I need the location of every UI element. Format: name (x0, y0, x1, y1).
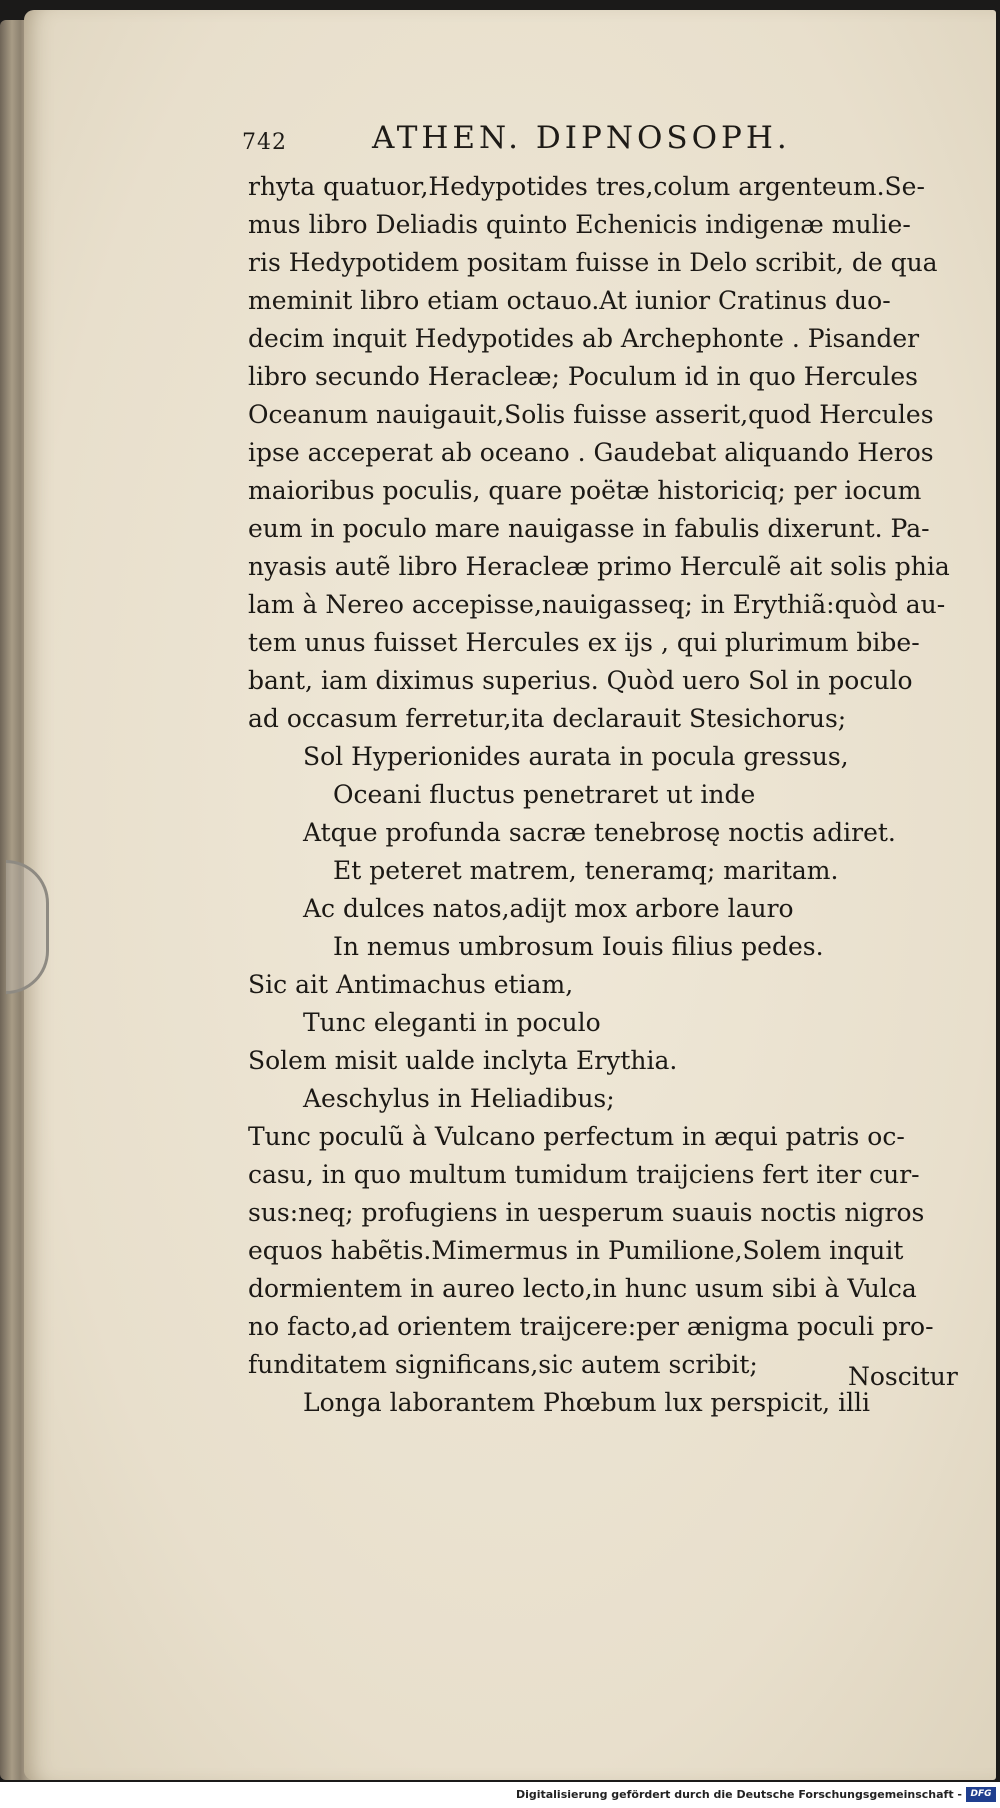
text-line: Et peteret matrem, teneramq; maritam. (333, 856, 839, 885)
text-line: Sol Hyperionides aurata in pocula gressus, (303, 742, 849, 771)
page-number: 742 (242, 130, 287, 155)
digitization-footer (0, 1782, 1000, 1808)
text-line: Longa laborantem Phœbum lux perspicit, illi (303, 1388, 871, 1417)
text-line: Solem misit ualde inclyta Erythia. (248, 1046, 678, 1075)
text-line: tem unus fuisset Hercules ex ijs , qui plurimum bibe- (248, 628, 920, 657)
text-line: Tunc eleganti in poculo (303, 1008, 601, 1037)
text-line: funditatem significans,sic autem scribit; (248, 1350, 758, 1379)
catchword: Noscitur (848, 1362, 958, 1391)
text-line: bant, iam diximus superius. Quòd uero Sol in poculo (248, 666, 913, 695)
text-line: casu, in quo multum tumidum traijciens fert iter cur- (248, 1160, 920, 1189)
text-line: eum in poculo mare nauigasse in fabulis dixerunt. Pa- (248, 514, 930, 543)
text-line: decim inquit Hedypotides ab Archephonte . Pisander (248, 324, 920, 353)
text-line: mus libro Deliadis quinto Echenicis indigenæ mulie- (248, 210, 911, 239)
dfg-logo-icon: DFG (966, 1787, 996, 1802)
body-text (248, 168, 968, 1422)
text-line: rhyta quatuor,Hedypotides tres,colum argenteum.Se- (248, 172, 925, 201)
text-line: Atque profunda sacræ tenebrosę noctis adiret. (303, 818, 896, 847)
text-line: ris Hedypotidem positam fuisse in Delo scribit, de qua (248, 248, 938, 277)
running-head: ATHEN. DIPNOSOPH. (372, 120, 791, 156)
text-line: In nemus umbrosum Iouis filius pedes. (333, 932, 824, 961)
text-line: Aeschylus in Heliadibus; (303, 1084, 615, 1113)
text-line: no facto,ad orientem traijcere:per ænigma poculi pro- (248, 1312, 934, 1341)
text-line: dormientem in aureo lecto,in hunc usum sibi à Vulca (248, 1274, 917, 1303)
text-line: ipse acceperat ab oceano . Gaudebat aliquando Heros (248, 438, 934, 467)
text-line: equos habẽtis.Mimermus in Pumilione,Solem inquit (248, 1236, 904, 1265)
text-line: meminit libro etiam octauo.At iunior Cratinus duo- (248, 286, 891, 315)
page-header (242, 118, 842, 162)
text-line: Ac dulces natos,adijt mox arbore lauro (303, 894, 794, 923)
text-line: maioribus poculis, quare poëtæ historiciq; per iocum (248, 476, 922, 505)
text-line: Tunc poculũ à Vulcano perfectum in æqui patris oc- (248, 1122, 905, 1151)
text-line: Oceanum nauigauit,Solis fuisse asserit,quod Hercules (248, 400, 934, 429)
text-line: sus:neq; profugiens in uesperum suauis noctis nigros (248, 1198, 925, 1227)
text-line: nyasis autẽ libro Heracleæ primo Herculẽ ait solis phia (248, 552, 950, 581)
text-line: Sic ait Antimachus etiam, (248, 970, 574, 999)
text-line: Oceani fluctus penetraret ut inde (333, 780, 756, 809)
funding-credit: Digitalisierung gefördert durch die Deutsche Forschungsgemeinschaft - (515, 1788, 962, 1801)
text-line: ad occasum ferretur,ita declarauit Stesichorus; (248, 704, 847, 733)
text-line: lam à Nereo accepisse,nauigasseq; in Erythiã:quòd au- (248, 590, 946, 619)
text-line: libro secundo Heracleæ; Poculum id in quo Hercules (248, 362, 918, 391)
